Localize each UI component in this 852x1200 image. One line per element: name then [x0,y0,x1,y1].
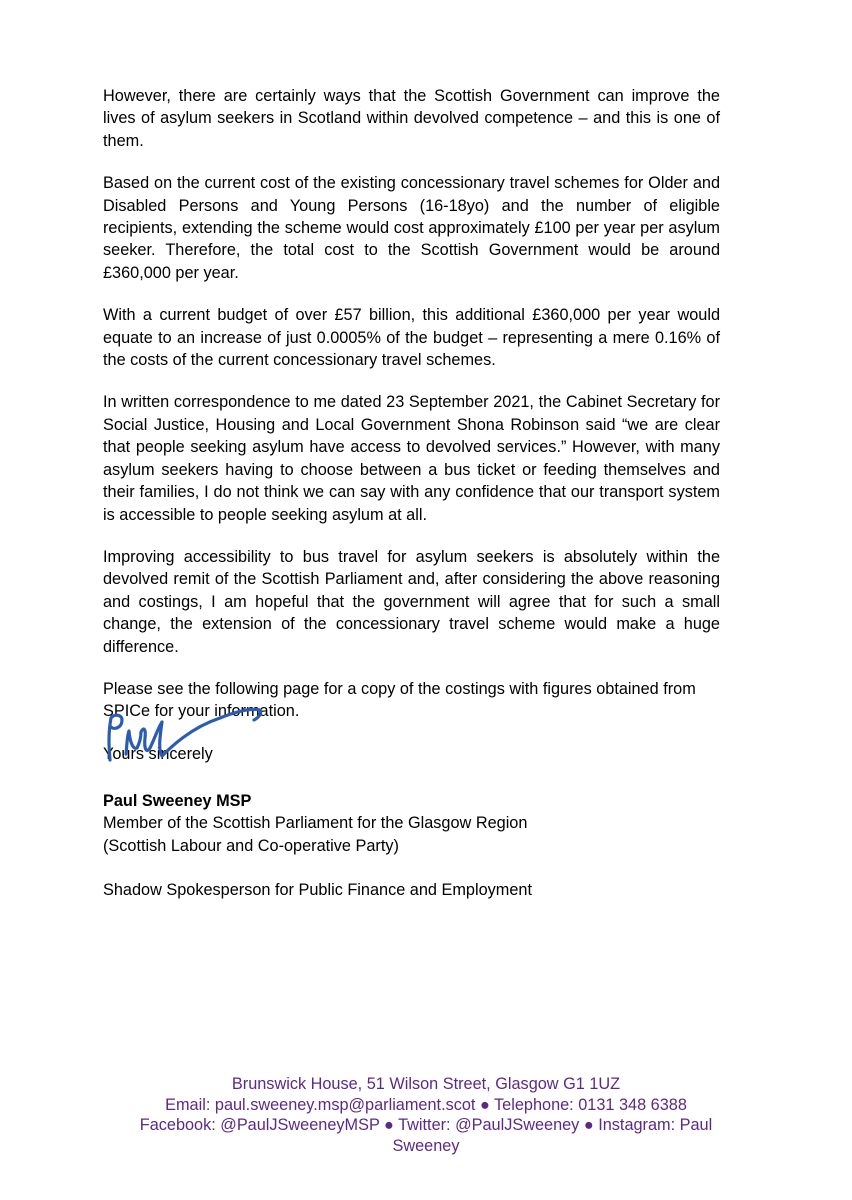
handwritten-signature [100,700,270,775]
signature-block [103,790,532,902]
letter-body [103,85,720,765]
signatory-portfolio: Shadow Spokesperson for Public Finance and Employment [103,881,532,900]
footer-social-line1: Facebook: @PaulJSweeneyMSP ● Twitter: @PaulJSweeney ● Instagram: Paul [139,1116,713,1134]
signatory-name: Paul Sweeney MSP [103,792,252,810]
letter-footer [90,1074,762,1156]
paragraph-conclusion: Improving accessibility to bus travel for asylum seekers is absolutely within the devolved remit of the Scottish Parliament and, after considering the above reasoning and costings, I am hopeful that the government will agree that for such a small change, the extension of the concessionary travel scheme would make a huge difference. [103,547,720,656]
footer-address: Brunswick House, 51 Wilson Street, Glasgow G1 1UZ [231,1075,621,1093]
signature-stroke [109,709,261,760]
footer-social-line2: Sweeney [392,1136,460,1155]
signatory-party: (Scottish Labour and Co-operative Party) [103,836,399,855]
footer-contact: Email: paul.sweeney.msp@parliament.scot ● Telephone: 0131 348 6388 [165,1095,687,1114]
closing-salutation: Yours sincerely [103,744,213,763]
paragraph-cost-estimate: Based on the current cost of the existing concessionary travel schemes for Older and Disabled Persons and Young Persons (16-18yo) and the number of eligible recipients, extending the scheme would cost approximately £100 per year per asylum seeker. Therefore, the total cost to the Scottish Government would be around £360,000 per year. [103,174,720,282]
paragraph-see-costings: Please see the following page for a copy of the costings with figures obtained from SPICe for your information. [103,679,696,721]
paragraph-devolved-competence: However, there are certainly ways that the Scottish Government can improve the lives of asylum seekers in Scotland within devolved competence – and this is one of them. [103,87,720,150]
signatory-role: Member of the Scottish Parliament for the Glasgow Region [103,814,528,833]
paragraph-budget-share: With a current budget of over £57 billion, this additional £360,000 per year would equate to an increase of just 0.0005% of the budget – representing a mere 0.16% of the costs of the current concessionary travel schemes. [103,306,720,370]
paragraph-correspondence: In written correspondence to me dated 23 September 2021, the Cabinet Secretary for Social Justice, Housing and Local Government Shona Robinson said “we are clear that people seeking asylum have access to devolved services.” However, with many asylum seekers having to choose between a bus ticket or feeding themselves and their families, I do not think we can say with any confidence that our transport system is accessible to people seeking asylum at all. [103,393,720,524]
